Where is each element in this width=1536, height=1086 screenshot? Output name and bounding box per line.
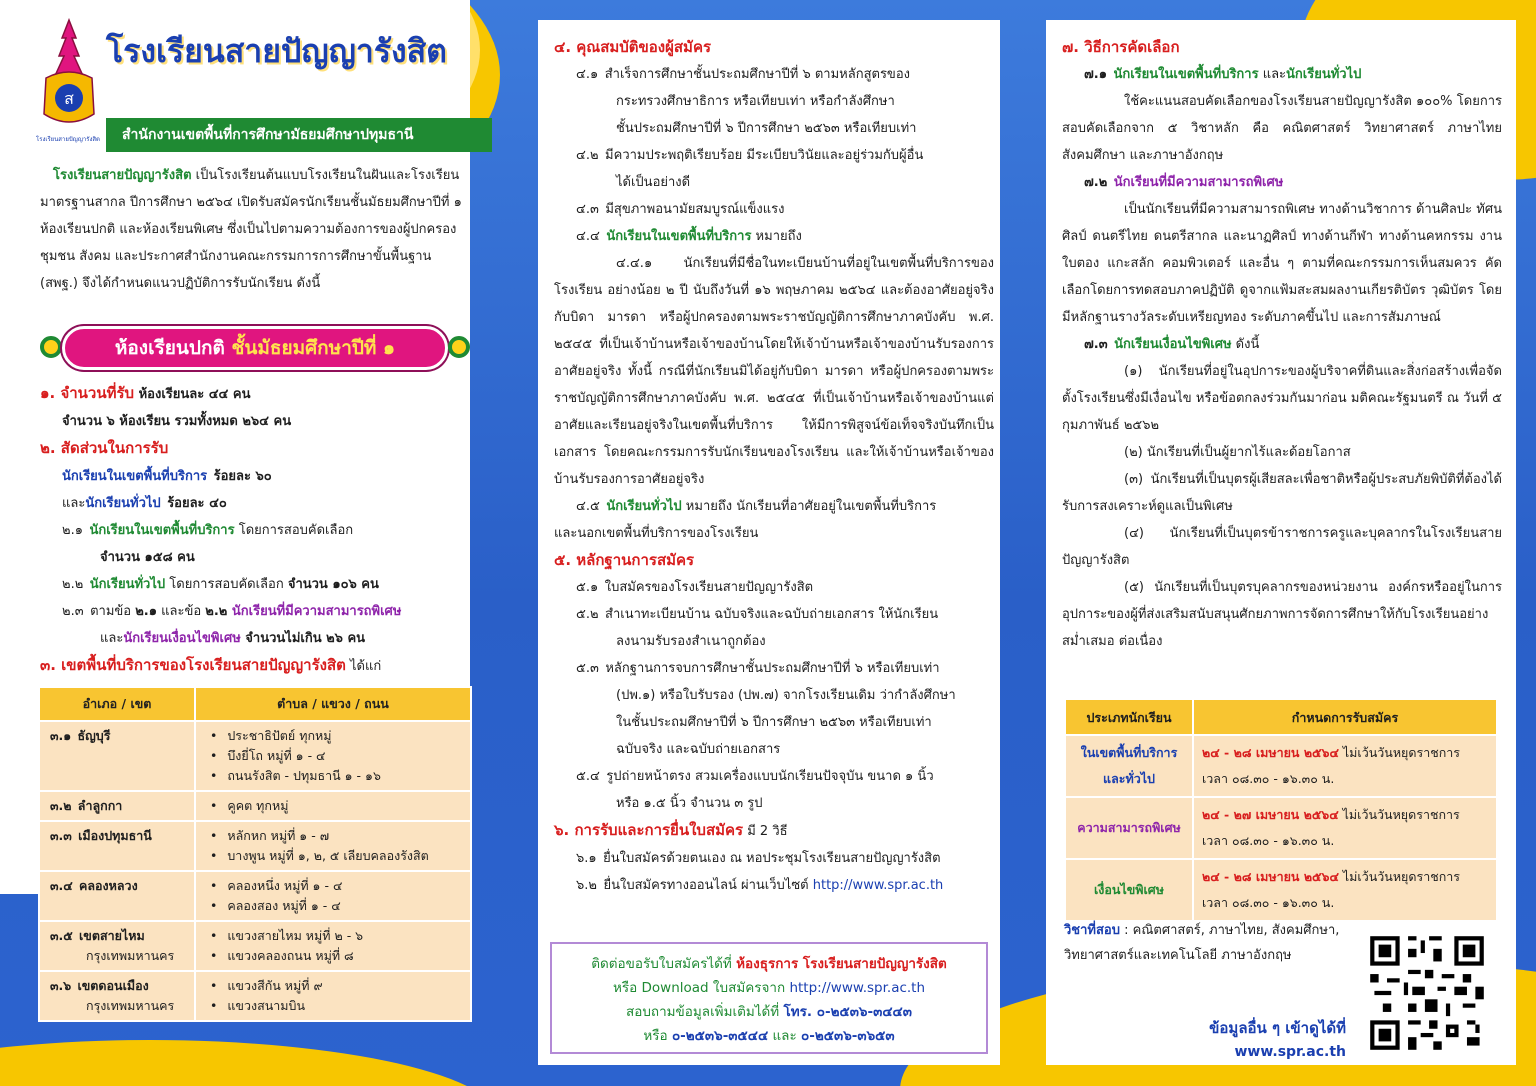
row-num: ๓.๔ xyxy=(50,878,73,893)
col-subdistrict: ตำบล / แขวง / ถนน xyxy=(195,687,471,721)
section-7-heading: ๗. วิธีการคัดเลือก xyxy=(1062,38,1180,56)
col-type: ประเภทนักเรียน xyxy=(1065,699,1193,735)
s5-t53b: (ปพ.๑) หรือใบรับรอง (ปพ.๗) จากโรงเรียนเดิม ว่ากำลังศึกษา xyxy=(616,688,956,703)
s2-i1-count: จำนวน ๑๕๘ คน xyxy=(100,550,195,565)
crest-caption: โรงเรียนสายปัญญารังสิต xyxy=(36,136,100,143)
section-3-heading: ๓. เขตพื้นที่บริการของโรงเรียนสายปัญญารังสิต xyxy=(40,656,346,674)
section-4 xyxy=(554,34,994,899)
row-num: ๓.๕ xyxy=(50,928,73,943)
s5-i51-num: ๕.๑ xyxy=(576,580,599,595)
more-info xyxy=(1156,1016,1346,1064)
table-row xyxy=(1065,797,1497,859)
panel-3 xyxy=(1046,20,1516,1065)
s2-i2-text: โดยการสอบคัดเลือก xyxy=(165,577,288,592)
s5-t53d: ฉบับจริง และฉบับถ่ายเอกสาร xyxy=(616,742,781,757)
col-schedule: กำหนดการรับสมัคร xyxy=(1193,699,1497,735)
s2-i3-cond: นักเรียนเงื่อนไขพิเศษ xyxy=(123,631,241,646)
s2-i1-text: โดยการสอบคัดเลือก xyxy=(234,523,354,538)
s4-i41-num: ๔.๑ xyxy=(576,67,599,82)
section-2-heading: ๒. สัดส่วนในการรับ xyxy=(40,439,169,457)
intro-text: เป็นโรงเรียนต้นแบบโรงเรียนในฝันและโรงเรียนมาตรฐานสากล ปีการศึกษา ๒๕๖๔ เปิดรับสมัครนักเรียนชั้นมัธยมศึกษาปีที่ ๑ ห้องเรียนปกติ และห้องเรียนพิเศษ ซึ่งเป็นไปตามความต้องการของผู้ปกครอง ชุมชน สังคม และประกาศสำนักงานคณะกรรมการการศึกษาขั้นพื้นฐาน (สพฐ.) จึงได้กำหนดแนวปฏิบัติการรับนักเรียน ดังนี้ xyxy=(40,168,462,291)
s2-i2-head: นักเรียนทั่วไป xyxy=(89,577,166,592)
qr-code-icon xyxy=(1366,932,1488,1054)
s4-t41b: กระทรวงศึกษาธิการ หรือเทียบเท่า หรือกำลังศึกษา xyxy=(616,94,895,109)
contact-phone-3: ๐-๒๕๓๖-๓๖๕๓ xyxy=(801,1028,895,1044)
section-6-heading: ๖. การรับและการยื่นใบสมัคร xyxy=(554,821,744,839)
s5-t53a: หลักฐานการจบการศึกษาชั้นประถมศึกษาปีที่ ๖ หรือเทียบเท่า xyxy=(605,661,940,676)
s7-c2: (๒) นักเรียนที่เป็นผู้ยากไร้และด้อยโอกาส xyxy=(1124,445,1351,460)
s5-t53c: ในชั้นประถมศึกษาปีที่ ๖ ปีการศึกษา ๒๕๖๓ หรือเทียบเท่า xyxy=(616,715,932,730)
row-note: ไม่เว้นวันหยุดราชการ xyxy=(1338,745,1461,760)
table-row xyxy=(1065,859,1497,921)
s5-i53-num: ๕.๓ xyxy=(576,661,599,676)
s2-i3-and: และ xyxy=(100,631,124,646)
banner-pill xyxy=(62,326,448,370)
s2-i3-text: ตามข้อ xyxy=(90,604,136,619)
s2-b-value: ร้อยละ ๔๐ xyxy=(167,496,227,511)
list-item: • บางพูน หมู่ที่ ๑, ๒, ๕ เลียบคลองรังสิต xyxy=(210,846,460,866)
subjects-text: : คณิตศาสตร์, ภาษาไทย, สังคมศึกษา, วิทยาศาสตร์และเทคโนโลยี ภาษาอังกฤษ xyxy=(1064,923,1340,963)
table-row xyxy=(39,721,471,791)
list-item: • แขวงสีกัน หมู่ที่ ๙ xyxy=(210,976,460,996)
row-num: ๓.๖ xyxy=(50,978,72,993)
list-item: • ถนนรังสิต - ปทุมธานี ๑ - ๑๖ xyxy=(210,766,460,786)
s2-i3-mid: และข้อ xyxy=(157,604,206,619)
section-1 xyxy=(40,380,472,680)
s6-t61: ยื่นใบสมัครด้วยตนเอง ณ หอประชุมโรงเรียนสายปัญญารังสิต xyxy=(603,851,941,866)
subjects-heading: วิชาที่สอบ xyxy=(1064,923,1120,938)
s4-t41a: สำเร็จการศึกษาชั้นประถมศึกษาปีที่ ๖ ตามหลักสูตรของ xyxy=(604,67,910,82)
s7-t73t: ดังนี้ xyxy=(1231,337,1260,352)
contact-l4a: หรือ xyxy=(643,1028,672,1044)
list-item: • แขวงสายไหม หมู่ที่ ๒ - ๖ xyxy=(210,926,460,946)
row-date: ๒๔ - ๒๘ เมษายน ๒๕๖๔ xyxy=(1202,745,1339,760)
row-type-2: และทั่วไป xyxy=(1103,771,1155,786)
s5-i52-num: ๕.๒ xyxy=(576,607,599,622)
dot-icon xyxy=(40,336,62,358)
col-district: อำเภอ / เขต xyxy=(39,687,195,721)
row-sub: กรุงเทพมหานคร xyxy=(86,948,175,963)
s4-t45t: หมายถึง นักเรียนที่อาศัยอยู่ในเขตพื้นที่บริการ xyxy=(681,499,937,514)
s4-t43: มีสุขภาพอนามัยสมบูรณ์แข็งแรง xyxy=(605,202,785,217)
s5-t52b: ลงนามรับรองสำเนาถูกต้อง xyxy=(616,634,766,649)
website-link[interactable]: http://www.spr.ac.th xyxy=(812,878,944,893)
s1-v2: จำนวน ๖ ห้องเรียน รวมทั้งหมด ๒๖๔ คน xyxy=(62,414,292,429)
list-item: • คลองหนึ่ง หมู่ที่ ๑ - ๔ xyxy=(210,876,460,896)
section-1-heading: ๑. จำนวนที่รับ xyxy=(40,384,135,402)
row-num: ๓.๑ xyxy=(50,728,72,743)
schedule-table xyxy=(1064,698,1498,922)
list-item: • คูคต ทุกหมู่ xyxy=(210,796,460,816)
list-item: • หลักหก หมู่ที่ ๑ - ๗ xyxy=(210,826,460,846)
s7-p72: เป็นนักเรียนที่มีความสามารถพิเศษ ทางด้านวิชาการ ด้านศิลปะ ทัศนศิลป์ ดนตรีไทย ดนตรีสากล และนาฏศิลป์ ทางด้านกีฬา ทางด้านคหกรรม งานใบตอง แกะสลัก คอมพิวเตอร์ และอื่น ๆ ตามที่คณะกรรมการเห็นสมควร คัดเลือกโดยการทดสอบภาคปฏิบัติ ดูจากแฟ้มสะสมผลงานเกียรติบัตร วุฒิบัตร โดยมีหลักฐานรางวัลระดับเหรียญทอง ระดับภาคขึ้นไป และการสัมภาษณ์ xyxy=(1062,202,1502,325)
s5-i54-num: ๕.๔ xyxy=(576,769,600,784)
s2-i2-num: ๒.๒ xyxy=(62,577,84,592)
list-item: • แขวงคลองถนน หมู่ที่ ๘ xyxy=(210,946,460,966)
s7-i71-num: ๗.๑ xyxy=(1084,67,1107,82)
s2-i3-num: ๒.๓ xyxy=(62,604,84,619)
s3-tail: ได้แก่ xyxy=(345,659,382,674)
contact-l4c: และ xyxy=(768,1028,801,1044)
table-row xyxy=(39,971,471,1021)
school-crest-icon xyxy=(32,18,106,134)
row-type: เงื่อนไขพิเศษ xyxy=(1094,882,1164,897)
contact-l3a: สอบถามข้อมูลเพิ่มเติมได้ที่ xyxy=(625,1004,784,1020)
s7-p71: ใช้คะแนนสอบคัดเลือกของโรงเรียนสายปัญญารังสิต ๑๐๐% โดยการสอบคัดเลือกจาก ๕ วิชาหลัก คือ คณิตศาสตร์ วิทยาศาสตร์ ภาษาไทย สังคมศึกษา และภาษาอังกฤษ xyxy=(1062,94,1502,163)
s7-t73: นักเรียนเงื่อนไขพิเศษ xyxy=(1114,337,1232,352)
more-text: ข้อมูลอื่น ๆ เข้าดูได้ที่ xyxy=(1209,1019,1346,1037)
contact-download-link[interactable]: http://www.spr.ac.th xyxy=(789,980,926,996)
s4-i43-num: ๔.๓ xyxy=(576,202,599,217)
row-district: เมืองปทุมธานี xyxy=(78,828,152,843)
s1-v1: ห้องเรียนละ ๔๔ คน xyxy=(134,387,251,402)
list-item: • คลองสอง หมู่ที่ ๑ - ๔ xyxy=(210,896,460,916)
s2-a: นักเรียนในเขตพื้นที่บริการ xyxy=(62,469,208,484)
row-date: ๒๔ - ๒๗ เมษายน ๒๕๖๔ xyxy=(1202,807,1339,822)
section-7 xyxy=(1062,34,1502,655)
contact-l2a: หรือ Download ใบสมัครจาก xyxy=(612,980,790,996)
s4-t42a: มีความประพฤติเรียบร้อย มีระเบียบวินัยและอยู่ร่วมกับผู้อื่น xyxy=(605,148,924,163)
office-bar: สำนักงานเขตพื้นที่การศึกษามัธยมศึกษาปทุมธานี xyxy=(106,118,492,152)
table-row xyxy=(39,921,471,971)
s4-t41c: ชั้นประถมศึกษาปีที่ ๖ ปีการศึกษา ๒๕๖๓ หรือเทียบเท่า xyxy=(616,121,917,136)
s5-t52a: สำเนาทะเบียนบ้าน ฉบับจริงและฉบับถ่ายเอกสาร ให้นักเรียน xyxy=(605,607,939,622)
s2-i3-special: นักเรียนที่มีความสามารถพิเศษ xyxy=(227,604,402,619)
s6-tail: มี 2 วิธี xyxy=(743,824,788,839)
banner-text-a: ห้องเรียนปกติ xyxy=(114,337,232,359)
list-item: • บึงยี่โถ หมู่ที่ ๑ - ๔ xyxy=(210,746,460,766)
contact-box xyxy=(550,942,988,1054)
table-row xyxy=(39,821,471,871)
service-area-table xyxy=(38,686,472,1022)
row-type: ในเขตพื้นที่บริการ xyxy=(1080,745,1178,760)
contact-l1b: ห้องธุรการ โรงเรียนสายปัญญารังสิต xyxy=(736,956,947,972)
table-row xyxy=(1065,735,1497,797)
row-num: ๓.๒ xyxy=(50,798,72,813)
s6-i61-num: ๖.๑ xyxy=(576,851,597,866)
section-4-heading: ๔. คุณสมบัติของผู้สมัคร xyxy=(554,38,712,56)
row-district: ธัญบุรี xyxy=(77,728,111,743)
school-name: โรงเรียนสายปัญญารังสิต xyxy=(106,32,447,70)
row-district: ลำลูกกา xyxy=(77,798,123,813)
row-time: เวลา ๐๘.๓๐ - ๑๖.๓๐ น. xyxy=(1202,771,1335,786)
s7-t72: นักเรียนที่มีความสามารถพิเศษ xyxy=(1113,175,1284,190)
class-banner xyxy=(40,326,470,370)
banner-text-b: ชั้นมัธยมศึกษาปีที่ ๑ xyxy=(231,337,396,359)
s7-t71b: นักเรียนทั่วไป xyxy=(1286,67,1362,82)
panel-2 xyxy=(538,20,1000,1065)
s4-p441: ๔.๔.๑ นักเรียนที่มีชื่อในทะเบียนบ้านที่อยู่ในเขตพื้นที่บริการของโรงเรียน อย่างน้อย ๒ ปี นับถึงวันที่ ๑๖ พฤษภาคม ๒๕๖๔ และต้องอาศัยอยู่จริงกับบิดา มารดา หรือผู้ปกครองตามพระราชบัญญัติการศึกษาภาคบังคับ พ.ศ. ๒๕๔๕ ที่เป็นเจ้าบ้านหรือเจ้าของบ้านโดยให้เจ้าบ้านหรือเจ้าของบ้านรับรองการอาศัยอยู่จริง ทั้งนี้ กรณีที่นักเรียนมิได้อยู่กับบิดา มารดา หรือผู้ปกครองตามพระราชบัญญัติการศึกษาภาคบังคับ พ.ศ. ๒๕๔๕ ที่เป็นเจ้าบ้านหรือเจ้าของบ้านแต่อาศัยและเรียนอยู่จริงในเขตพื้นที่บริการ ให้มีการพิสูจน์ข้อเท็จจริงบันทึกเป็นเอกสาร โดยคณะกรรมการรับนักเรียนของโรงเรียน และให้เจ้าบ้านหรือเจ้าของบ้านรับรองการอาศัยอยู่จริง xyxy=(554,256,994,487)
intro-paragraph xyxy=(40,162,472,297)
s7-t71m: และ xyxy=(1258,67,1287,82)
s5-t54b: หรือ ๑.๕ นิ้ว จำนวน ๓ รูป xyxy=(616,796,763,811)
row-date: ๒๔ - ๒๘ เมษายน ๒๕๖๔ xyxy=(1202,869,1339,884)
table-row xyxy=(39,791,471,821)
svg-text:ส: ส xyxy=(64,89,74,108)
s6-t62: ยื่นใบสมัครทางออนไลน์ ผ่านเว็บไซต์ xyxy=(603,878,813,893)
contact-phone-2: ๐-๒๕๓๖-๓๕๔๔ xyxy=(671,1028,769,1044)
list-item: • ประชาธิปัตย์ ทุกหมู่ xyxy=(210,726,460,746)
intro-school: โรงเรียนสายปัญญารังสิต xyxy=(53,168,192,183)
contact-l1a: ติดต่อขอรับใบสมัครได้ที่ xyxy=(591,956,737,972)
more-url[interactable]: www.spr.ac.th xyxy=(1234,1044,1346,1060)
s7-i73-num: ๗.๓ xyxy=(1084,337,1108,352)
s4-t42b: ได้เป็นอย่างดี xyxy=(616,175,691,190)
contact-phone-1: โทร. ๐-๒๕๓๖-๓๔๔๓ xyxy=(783,1004,912,1020)
s2-i1-num: ๒.๑ xyxy=(62,523,83,538)
row-note: ไม่เว้นวันหยุดราชการ xyxy=(1338,869,1461,884)
row-district: เขตสายไหม xyxy=(79,928,145,943)
row-time: เวลา ๐๘.๓๐ - ๑๖.๓๐ น. xyxy=(1202,895,1335,910)
row-district: คลองหลวง xyxy=(79,878,138,893)
s7-c5: (๕) นักเรียนที่เป็นบุตรบุคลากรของหน่วยงาน องค์กรหรืออยู่ในการอุปการะของผู้ที่ส่งเสริมสนับสนุนศักยภาพการจัดการศึกษาให้กับโรงเรียนอย่างสม่ำเสมอ ต่อเนื่อง xyxy=(1062,580,1502,649)
s4-i42-num: ๔.๒ xyxy=(576,148,599,163)
row-time: เวลา ๐๘.๓๐ - ๑๖.๓๐ น. xyxy=(1202,833,1335,848)
row-sub: กรุงเทพมหานคร xyxy=(86,998,175,1013)
section-5-heading: ๕. หลักฐานการสมัคร xyxy=(554,551,695,569)
s2-i3-a: ๒.๑ xyxy=(135,604,157,619)
s4-i44-num: ๔.๔ xyxy=(576,229,600,244)
s2-a-value: ร้อยละ ๖๐ xyxy=(213,469,272,484)
s4-t45b: และนอกเขตพื้นที่บริการของโรงเรียน xyxy=(554,526,759,541)
exam-subjects xyxy=(1064,918,1354,968)
s6-i62-num: ๖.๒ xyxy=(576,878,597,893)
s4-t44t: หมายถึง xyxy=(751,229,802,244)
s5-t54a: รูปถ่ายหน้าตรง สวมเครื่องแบบนักเรียนปัจจุบัน ขนาด ๑ นิ้ว xyxy=(606,769,934,784)
list-item: • แขวงสนามบิน xyxy=(210,996,460,1016)
row-district: เขตดอนเมือง xyxy=(77,978,149,993)
s7-c4: (๔) นักเรียนที่เป็นบุตรข้าราชการครูและบุคลากรในโรงเรียนสายปัญญารังสิต xyxy=(1062,526,1502,568)
row-type: ความสามารถพิเศษ xyxy=(1077,820,1181,835)
table-row xyxy=(39,871,471,921)
header xyxy=(22,18,482,153)
s2-i3-b: ๒.๒ xyxy=(205,604,228,619)
s7-c1: (๑) นักเรียนที่อยู่ในอุปการะของผู้บริจาคที่ดินและสิ่งก่อสร้างเพื่อจัดตั้งโรงเรียนซึ่งมีเงื่อนไข หรือข้อตกลงร่วมกันมาก่อน มติคณะรัฐมนตรี ณ วันที่ ๕ กุมภาพันธ์ ๒๕๖๒ xyxy=(1062,364,1502,433)
s7-i72-num: ๗.๒ xyxy=(1084,175,1108,190)
s4-t44h: นักเรียนในเขตพื้นที่บริการ xyxy=(606,229,752,244)
s4-i45-num: ๔.๕ xyxy=(576,499,600,514)
s4-t45h: นักเรียนทั่วไป xyxy=(606,499,682,514)
s7-t71a: นักเรียนในเขตพื้นที่บริการ xyxy=(1113,67,1259,82)
s2-b: นักเรียนทั่วไป xyxy=(85,496,161,511)
row-num: ๓.๓ xyxy=(50,828,72,843)
s2-b-pre: และ xyxy=(62,496,86,511)
s2-i1-head: นักเรียนในเขตพื้นที่บริการ xyxy=(89,523,235,538)
s7-c3: (๓) นักเรียนที่เป็นบุตรผู้เสียสละเพื่อชาติหรือผู้ประสบภัยพิบัติที่ต้องได้รับการสงเคราะห์ดูแลเป็นพิเศษ xyxy=(1062,472,1502,514)
dot-icon xyxy=(448,336,470,358)
s2-i3-count: จำนวนไม่เกิน ๒๖ คน xyxy=(240,631,366,646)
row-note: ไม่เว้นวันหยุดราชการ xyxy=(1338,807,1460,822)
s2-i2-count: จำนวน ๑๐๖ คน xyxy=(287,577,379,592)
s5-t51: ใบสมัครของโรงเรียนสายปัญญารังสิต xyxy=(604,580,814,595)
